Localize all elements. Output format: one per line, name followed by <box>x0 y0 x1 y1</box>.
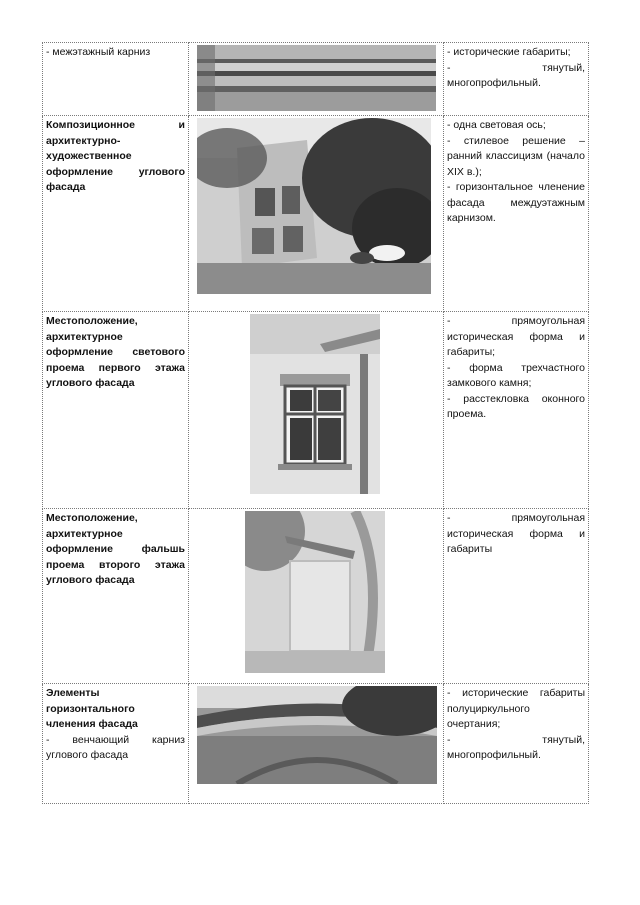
element-title: Местоположение, архитектурное оформление светового проема первого этажа углового фасада <box>46 315 185 389</box>
photo-cell <box>189 312 444 509</box>
element-title: Элементы горизонтального членения фасада <box>46 687 138 730</box>
element-title: Композиционное и архитектурно-художественное оформление углового фасада <box>46 119 185 193</box>
table-row <box>43 509 589 684</box>
heritage-elements-table <box>42 42 589 804</box>
element-description: - межэтажный карниз <box>46 46 151 58</box>
photo-cell <box>189 684 444 804</box>
element-description: - венчающий карниз углового фасада <box>46 733 185 761</box>
false-opening-photo <box>245 511 385 673</box>
element-cell <box>43 509 189 684</box>
characteristic-item: - одна световая ось; <box>447 119 546 131</box>
characteristic-item: - тянутый, многопрофильный. <box>447 733 585 761</box>
element-cell <box>43 116 189 312</box>
corner-facade-photo <box>197 118 431 294</box>
characteristic-item: - тянутый, многопрофильный. <box>447 61 585 89</box>
characteristic-item: - исторические габариты полуциркульного очертания; <box>447 687 585 730</box>
characteristics-cell <box>444 684 589 804</box>
table-row <box>43 312 589 509</box>
characteristics-cell <box>444 116 589 312</box>
characteristics-cell <box>444 312 589 509</box>
cornice-photo <box>197 45 436 111</box>
element-title: Местоположение, архитектурное оформление фальшь проема второго этажа углового фасада <box>46 512 185 586</box>
characteristic-item: - прямоугольная историческая форма и габариты <box>447 512 585 555</box>
table-row <box>43 116 589 312</box>
crowning-cornice-photo <box>197 686 437 784</box>
characteristic-item: - прямоугольная историческая форма и габариты; <box>447 315 585 358</box>
window-photo <box>250 314 380 494</box>
characteristics-cell <box>444 43 589 116</box>
element-cell <box>43 43 189 116</box>
characteristics-cell <box>444 509 589 684</box>
photo-cell <box>189 116 444 312</box>
table-row <box>43 684 589 804</box>
characteristic-item: - горизонтальное членение фасада междуэтажным карнизом. <box>447 181 585 224</box>
characteristic-item: - стилевое решение – ранний классицизм (начало XIX в.); <box>447 134 585 178</box>
photo-cell <box>189 43 444 116</box>
element-cell <box>43 684 189 804</box>
characteristic-item: - расстекловка оконного проема. <box>447 392 585 420</box>
table-row <box>43 43 589 116</box>
characteristic-item: - форма трехчастного замкового камня; <box>447 361 585 389</box>
characteristic-item: - исторические габариты; <box>447 46 571 58</box>
element-cell <box>43 312 189 509</box>
photo-cell <box>189 509 444 684</box>
